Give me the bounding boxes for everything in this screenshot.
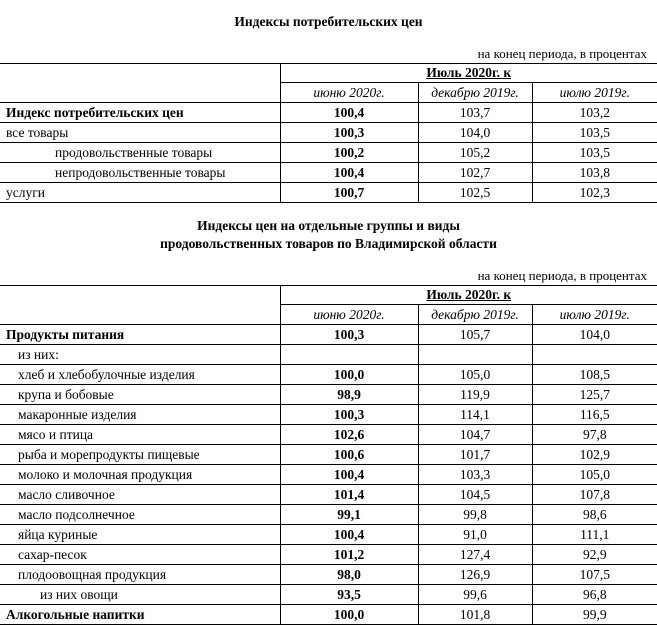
table-row [0,183,657,203]
col-header-june: июню 2020г. [280,305,418,325]
table1-units-note: на конец периода, в процентах [477,46,647,61]
cell-value: 105,0 [532,465,657,485]
row-label: услуги [0,183,280,203]
group-header: Июль 2020г. к [426,287,512,302]
cell-value: 93,5 [280,585,418,605]
table-row [0,445,657,465]
table-row [0,103,657,123]
cell-value: 99,1 [280,505,418,525]
cell-value: 99,6 [418,585,532,605]
table-row [0,123,657,143]
table1-title: Индексы потребительских цен [234,14,423,29]
table-row [0,143,657,163]
cell-value: 114,1 [418,405,532,425]
table-subheader-row [0,83,657,103]
table-row [0,485,657,505]
cell-value: 103,7 [418,103,532,123]
food-price-table [0,285,657,625]
cell-value: 103,5 [532,123,657,143]
cell-value: 100,4 [280,525,418,545]
row-label: продовольственные товары [0,143,280,163]
table-row [0,465,657,485]
cell-value: 100,0 [280,605,418,625]
cell-value: 100,3 [280,325,418,345]
cell-value: 100,4 [280,465,418,485]
row-label: Алкогольные напитки [0,605,280,625]
cell-value: 100,7 [280,183,418,203]
row-label: крупа и бобовые [0,385,280,405]
cell-value: 104,5 [418,485,532,505]
cell-value: 105,2 [418,143,532,163]
table-subheader-row [0,305,657,325]
table-row [0,365,657,385]
cell-value: 99,9 [532,605,657,625]
cell-value: 101,2 [280,545,418,565]
cell-value: 100,2 [280,143,418,163]
cell-value: 102,5 [418,183,532,203]
cell-value [418,345,532,365]
table-row [0,425,657,445]
cell-value: 105,0 [418,365,532,385]
row-label: все товары [0,123,280,143]
cell-value: 100,3 [280,405,418,425]
cell-value [532,345,657,365]
cell-value: 100,4 [280,163,418,183]
table-header-row [0,286,657,305]
cell-value: 103,3 [418,465,532,485]
cell-value: 91,0 [418,525,532,545]
cell-value: 103,8 [532,163,657,183]
col-header-july: июлю 2019г. [532,305,657,325]
table-header-row [0,64,657,83]
table-row [0,385,657,405]
table-row [0,325,657,345]
table-row [0,565,657,585]
row-label: яйца куриные [0,525,280,545]
cell-value: 98,6 [532,505,657,525]
cell-value: 101,7 [418,445,532,465]
cell-value: 100,4 [280,103,418,123]
row-label: непродовольственные товары [0,163,280,183]
row-label: макаронные изделия [0,405,280,425]
cell-value: 99,8 [418,505,532,525]
cell-value: 100,6 [280,445,418,465]
table-row [0,505,657,525]
cell-value: 103,5 [532,143,657,163]
cell-value: 98,9 [280,385,418,405]
cell-value: 125,7 [532,385,657,405]
table-row [0,405,657,425]
table2-units-note: на конец периода, в процентах [477,268,647,283]
group-header: Июль 2020г. к [426,65,512,80]
cell-value: 107,8 [532,485,657,505]
row-label: мясо и птица [0,425,280,445]
row-label: Индекс потребительских цен [0,103,280,123]
cell-value: 100,0 [280,365,418,385]
cell-value: 111,1 [532,525,657,545]
cell-value: 105,7 [418,325,532,345]
cell-value: 104,7 [418,425,532,445]
table2-title-line2: продовольственных товаров по Владимирской области [160,236,497,251]
cell-value: 101,4 [280,485,418,505]
cell-value: 126,9 [418,565,532,585]
cell-value: 104,0 [532,325,657,345]
table2-title-line1: Индексы цен на отдельные группы и виды [197,218,460,233]
cell-value: 102,9 [532,445,657,465]
cell-value: 104,0 [418,123,532,143]
row-label: из них: [0,345,280,365]
cell-value: 107,5 [532,565,657,585]
cell-value: 127,4 [418,545,532,565]
col-header-july: июлю 2019г. [532,83,657,103]
row-label: сахар-песок [0,545,280,565]
cell-value: 103,2 [532,103,657,123]
cell-value: 108,5 [532,365,657,385]
table-row [0,545,657,565]
cell-value: 102,6 [280,425,418,445]
cell-value: 119,9 [418,385,532,405]
cell-value: 100,3 [280,123,418,143]
row-label: масло подсолнечное [0,505,280,525]
row-label: плодоовощная продукция [0,565,280,585]
table-row [0,163,657,183]
cell-value: 92,9 [532,545,657,565]
table-row [0,585,657,605]
cell-value: 96,8 [532,585,657,605]
row-label: рыба и морепродукты пищевые [0,445,280,465]
table-row [0,605,657,625]
col-header-december: декабрю 2019г. [418,305,532,325]
col-header-december: декабрю 2019г. [418,83,532,103]
col-header-june: июню 2020г. [280,83,418,103]
cell-value [280,345,418,365]
cell-value: 101,8 [418,605,532,625]
cpi-table [0,63,657,203]
row-label: из них овощи [0,585,280,605]
row-label: масло сливочное [0,485,280,505]
cell-value: 97,8 [532,425,657,445]
table-row [0,525,657,545]
row-label: Продукты питания [0,325,280,345]
cell-value: 102,7 [418,163,532,183]
row-label: молоко и молочная продукция [0,465,280,485]
cell-value: 98,0 [280,565,418,585]
cell-value: 102,3 [532,183,657,203]
cell-value: 116,5 [532,405,657,425]
table-row [0,345,657,365]
row-label: хлеб и хлебобулочные изделия [0,365,280,385]
